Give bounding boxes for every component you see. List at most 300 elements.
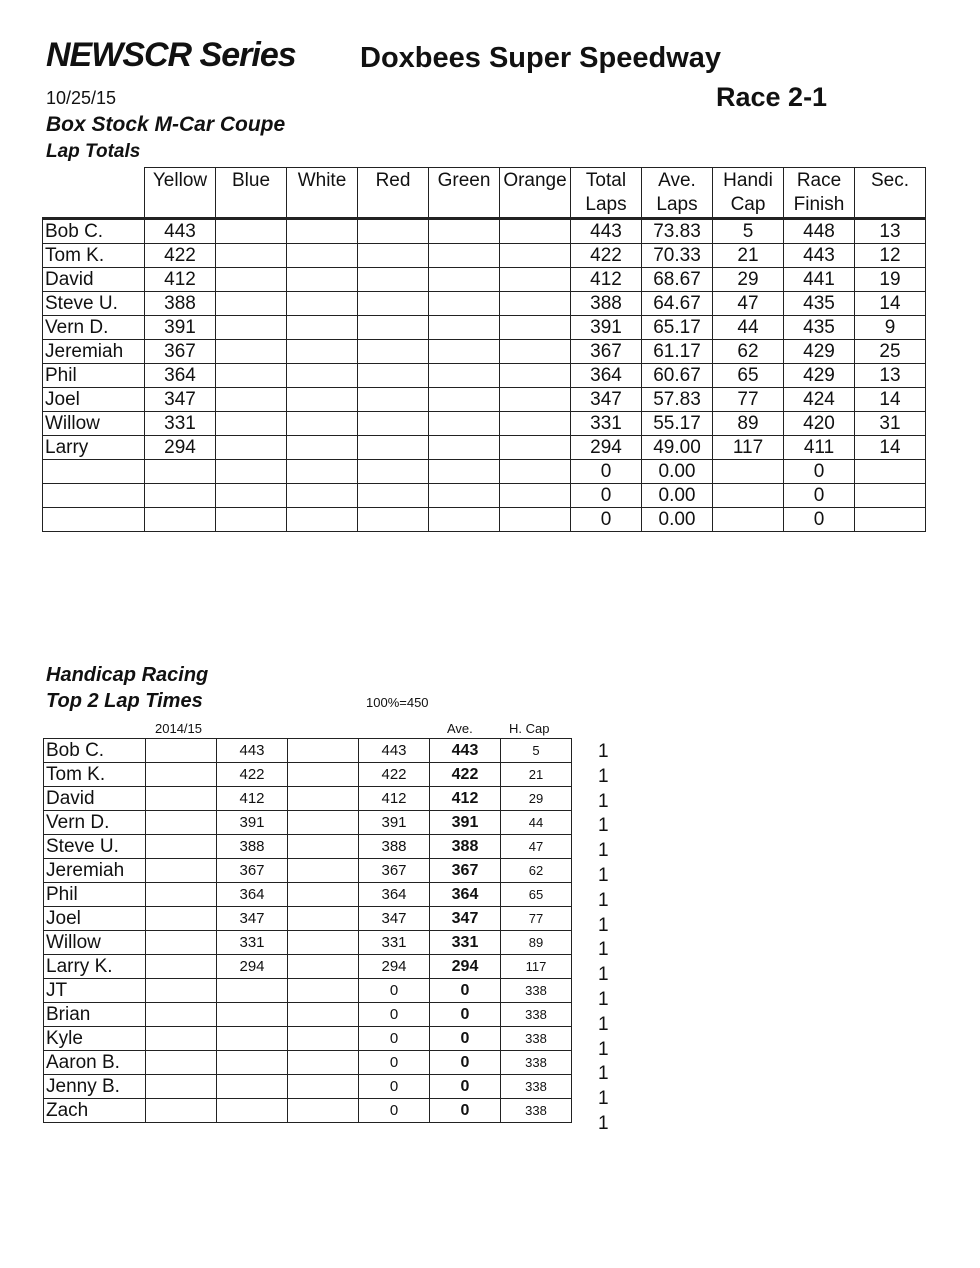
col-white: White <box>287 168 358 219</box>
cell-blue <box>216 219 287 244</box>
col-race-finish: Race Finish <box>784 168 855 219</box>
cell-total-laps: 0 <box>571 484 642 508</box>
cell-white <box>287 244 358 268</box>
cell-blue <box>216 316 287 340</box>
cell-value: 294 <box>217 955 288 979</box>
cell-hcap: 77 <box>501 907 572 931</box>
cell-orange <box>500 244 571 268</box>
cell-orange <box>500 219 571 244</box>
cell-total-laps: 443 <box>571 219 642 244</box>
cell-race-finish: 420 <box>784 412 855 436</box>
cell-blue <box>216 436 287 460</box>
table-row <box>43 292 926 316</box>
cell-value2: 347 <box>359 907 430 931</box>
cell-blank <box>288 883 359 907</box>
cell-value: 367 <box>217 859 288 883</box>
cell-yellow: 443 <box>145 219 216 244</box>
cell-ave: 347 <box>430 907 501 931</box>
cell-hcap: 47 <box>501 835 572 859</box>
cell-name: Larry K. <box>44 955 146 979</box>
cell-blank <box>288 859 359 883</box>
cell-year <box>146 955 217 979</box>
table-row <box>44 883 572 907</box>
cell-handicap <box>713 484 784 508</box>
mark-value: 1 <box>598 1063 609 1085</box>
cell-name: Jeremiah <box>44 859 146 883</box>
cell-white <box>287 460 358 484</box>
cell-name: Bob C. <box>44 739 146 763</box>
table-row <box>43 388 926 412</box>
cell-value2: 0 <box>359 1027 430 1051</box>
cell-sec <box>855 460 926 484</box>
cell-blue <box>216 340 287 364</box>
cell-sec <box>855 484 926 508</box>
table-row <box>43 484 926 508</box>
cell-race-finish: 443 <box>784 244 855 268</box>
cell-handicap: 117 <box>713 436 784 460</box>
cell-name: Phil <box>43 364 145 388</box>
cell-total-laps: 347 <box>571 388 642 412</box>
cell-handicap: 89 <box>713 412 784 436</box>
cell-red <box>358 316 429 340</box>
table-row <box>44 1003 572 1027</box>
cell-white <box>287 436 358 460</box>
cell-yellow <box>145 508 216 532</box>
cell-year <box>146 1051 217 1075</box>
cell-blank <box>288 1027 359 1051</box>
cell-blue <box>216 244 287 268</box>
cell-red <box>358 508 429 532</box>
cell-orange <box>500 460 571 484</box>
cell-ave-laps: 61.17 <box>642 340 713 364</box>
cell-ave: 422 <box>430 763 501 787</box>
track-name: Doxbees Super Speedway <box>360 42 722 74</box>
cell-ave: 294 <box>430 955 501 979</box>
cell-race-finish: 0 <box>784 508 855 532</box>
cell-orange <box>500 268 571 292</box>
cell-green <box>429 508 500 532</box>
cell-blank <box>288 931 359 955</box>
cell-ave: 412 <box>430 787 501 811</box>
cell-name: Larry <box>43 436 145 460</box>
cell-yellow: 347 <box>145 388 216 412</box>
table-row <box>44 931 572 955</box>
cell-ave: 391 <box>430 811 501 835</box>
cell-ave-laps: 70.33 <box>642 244 713 268</box>
percent-note: 100%=450 <box>366 695 429 710</box>
cell-name: Phil <box>44 883 146 907</box>
cell-handicap: 5 <box>713 219 784 244</box>
table-row <box>44 979 572 1003</box>
col-handicap: Handi Cap <box>713 168 784 219</box>
cell-sec: 14 <box>855 436 926 460</box>
table-row <box>44 955 572 979</box>
cell-year <box>146 883 217 907</box>
cell-sec: 12 <box>855 244 926 268</box>
cell-green <box>429 388 500 412</box>
cell-value2: 367 <box>359 859 430 883</box>
mark-value: 1 <box>598 889 609 911</box>
cell-handicap: 77 <box>713 388 784 412</box>
cell-name: Bob C. <box>43 219 145 244</box>
cell-blue <box>216 364 287 388</box>
cell-year <box>146 931 217 955</box>
cell-value2: 412 <box>359 787 430 811</box>
cell-value2: 0 <box>359 1003 430 1027</box>
cell-white <box>287 219 358 244</box>
cell-blue <box>216 412 287 436</box>
cell-green <box>429 244 500 268</box>
table-row <box>43 460 926 484</box>
cell-name: Joel <box>43 388 145 412</box>
cell-value <box>217 1003 288 1027</box>
cell-handicap: 65 <box>713 364 784 388</box>
table-row <box>44 835 572 859</box>
table-row <box>43 244 926 268</box>
handicap-table <box>43 738 572 1123</box>
cell-white <box>287 484 358 508</box>
cell-year <box>146 1003 217 1027</box>
cell-ave: 367 <box>430 859 501 883</box>
cell-ave-laps: 73.83 <box>642 219 713 244</box>
cell-red <box>358 412 429 436</box>
cell-sec: 14 <box>855 292 926 316</box>
cell-year <box>146 979 217 1003</box>
cell-total-laps: 388 <box>571 292 642 316</box>
ave-label: Ave. <box>447 721 473 736</box>
mark-value: 1 <box>598 1088 609 1110</box>
cell-hcap: 338 <box>501 1099 572 1123</box>
cell-ave-laps: 64.67 <box>642 292 713 316</box>
cell-year <box>146 907 217 931</box>
cell-race-finish: 429 <box>784 340 855 364</box>
cell-blank <box>288 907 359 931</box>
cell-orange <box>500 436 571 460</box>
cell-blue <box>216 268 287 292</box>
cell-race-finish: 435 <box>784 292 855 316</box>
cell-ave: 443 <box>430 739 501 763</box>
cell-value2: 422 <box>359 763 430 787</box>
cell-name: Jeremiah <box>43 340 145 364</box>
col-total-laps: Total Laps <box>571 168 642 219</box>
cell-name: Kyle <box>44 1027 146 1051</box>
cell-year <box>146 739 217 763</box>
mark-value: 1 <box>598 815 609 837</box>
cell-ave: 0 <box>430 1027 501 1051</box>
cell-red <box>358 460 429 484</box>
cell-total-laps: 422 <box>571 244 642 268</box>
cell-blue <box>216 388 287 412</box>
cell-value2: 364 <box>359 883 430 907</box>
cell-ave: 0 <box>430 1003 501 1027</box>
cell-name <box>43 508 145 532</box>
cell-name: Zach <box>44 1099 146 1123</box>
table-row <box>44 787 572 811</box>
cell-hcap: 338 <box>501 1051 572 1075</box>
mark-value: 1 <box>598 1013 609 1035</box>
cell-hcap: 338 <box>501 1075 572 1099</box>
cell-orange <box>500 484 571 508</box>
col-yellow: Yellow <box>145 168 216 219</box>
cell-sec: 31 <box>855 412 926 436</box>
cell-value: 412 <box>217 787 288 811</box>
cell-ave-laps: 68.67 <box>642 268 713 292</box>
cell-ave: 0 <box>430 979 501 1003</box>
cell-name <box>43 460 145 484</box>
cell-hcap: 5 <box>501 739 572 763</box>
cell-yellow: 294 <box>145 436 216 460</box>
table-row <box>43 340 926 364</box>
cell-ave-laps: 0.00 <box>642 460 713 484</box>
handicap-marks <box>598 740 609 1137</box>
cell-year <box>146 835 217 859</box>
cell-blue <box>216 508 287 532</box>
cell-green <box>429 292 500 316</box>
cell-blank <box>288 787 359 811</box>
cell-name: Jenny B. <box>44 1075 146 1099</box>
col-red: Red <box>358 168 429 219</box>
cell-sec: 25 <box>855 340 926 364</box>
cell-blank <box>288 1099 359 1123</box>
cell-name: Steve U. <box>43 292 145 316</box>
cell-total-laps: 0 <box>571 508 642 532</box>
cell-red <box>358 340 429 364</box>
cell-red <box>358 388 429 412</box>
cell-green <box>429 412 500 436</box>
cell-white <box>287 412 358 436</box>
cell-value: 364 <box>217 883 288 907</box>
cell-ave: 331 <box>430 931 501 955</box>
cell-name: Willow <box>44 931 146 955</box>
lap-totals-header <box>43 168 926 219</box>
cell-name: Willow <box>43 412 145 436</box>
cell-green <box>429 460 500 484</box>
table-row <box>44 739 572 763</box>
race-date: 10/25/15 <box>46 88 117 108</box>
cell-name: Tom K. <box>44 763 146 787</box>
cell-total-laps: 331 <box>571 412 642 436</box>
cell-red <box>358 244 429 268</box>
race-number: Race 2-1 <box>716 82 828 112</box>
cell-ave-laps: 49.00 <box>642 436 713 460</box>
cell-total-laps: 294 <box>571 436 642 460</box>
cell-hcap: 62 <box>501 859 572 883</box>
cell-yellow: 412 <box>145 268 216 292</box>
cell-white <box>287 508 358 532</box>
cell-white <box>287 388 358 412</box>
cell-white <box>287 316 358 340</box>
cell-value: 443 <box>217 739 288 763</box>
cell-value: 391 <box>217 811 288 835</box>
cell-hcap: 338 <box>501 979 572 1003</box>
cell-value: 331 <box>217 931 288 955</box>
cell-orange <box>500 412 571 436</box>
cell-value: 388 <box>217 835 288 859</box>
cell-white <box>287 292 358 316</box>
cell-value2: 331 <box>359 931 430 955</box>
cell-green <box>429 219 500 244</box>
cell-orange <box>500 292 571 316</box>
cell-total-laps: 0 <box>571 460 642 484</box>
cell-hcap: 29 <box>501 787 572 811</box>
table-row <box>43 219 926 244</box>
cell-red <box>358 484 429 508</box>
cell-year <box>146 811 217 835</box>
table-row <box>43 316 926 340</box>
cell-race-finish: 0 <box>784 484 855 508</box>
cell-orange <box>500 388 571 412</box>
cell-name: David <box>44 787 146 811</box>
cell-value2: 294 <box>359 955 430 979</box>
cell-blank <box>288 835 359 859</box>
cell-white <box>287 268 358 292</box>
cell-ave-laps: 0.00 <box>642 508 713 532</box>
cell-race-finish: 0 <box>784 460 855 484</box>
cell-value <box>217 1099 288 1123</box>
cell-handicap: 62 <box>713 340 784 364</box>
cell-orange <box>500 508 571 532</box>
table-row <box>44 1051 572 1075</box>
cell-total-laps: 367 <box>571 340 642 364</box>
mark-value: 1 <box>598 914 609 936</box>
cell-ave: 0 <box>430 1051 501 1075</box>
handicap-subtitle: Top 2 Lap Times <box>46 690 203 712</box>
cell-orange <box>500 340 571 364</box>
cell-ave: 388 <box>430 835 501 859</box>
cell-red <box>358 364 429 388</box>
mark-value: 1 <box>598 765 609 787</box>
cell-value: 422 <box>217 763 288 787</box>
cell-white <box>287 340 358 364</box>
cell-year <box>146 1075 217 1099</box>
cell-value2: 0 <box>359 1075 430 1099</box>
mark-value: 1 <box>598 1038 609 1060</box>
cell-blank <box>288 979 359 1003</box>
handicap-title: Handicap Racing <box>46 664 209 686</box>
lap-totals-table <box>42 167 926 532</box>
cell-race-finish: 435 <box>784 316 855 340</box>
cell-value <box>217 979 288 1003</box>
cell-red <box>358 292 429 316</box>
cell-value2: 391 <box>359 811 430 835</box>
cell-handicap: 29 <box>713 268 784 292</box>
series-title: NEWSCR Series <box>46 36 296 74</box>
cell-handicap: 47 <box>713 292 784 316</box>
cell-year <box>146 859 217 883</box>
cell-green <box>429 316 500 340</box>
cell-ave-laps: 60.67 <box>642 364 713 388</box>
table-row <box>43 508 926 532</box>
cell-value2: 388 <box>359 835 430 859</box>
cell-blank <box>288 739 359 763</box>
cell-green <box>429 484 500 508</box>
col-orange: Orange <box>500 168 571 219</box>
cell-race-finish: 429 <box>784 364 855 388</box>
cell-handicap: 21 <box>713 244 784 268</box>
cell-ave-laps: 0.00 <box>642 484 713 508</box>
mark-value: 1 <box>598 790 609 812</box>
header-blank <box>43 168 145 219</box>
cell-blank <box>288 955 359 979</box>
cell-value2: 0 <box>359 1051 430 1075</box>
cell-value <box>217 1075 288 1099</box>
cell-blank <box>288 1051 359 1075</box>
table-row <box>43 364 926 388</box>
table-row <box>43 412 926 436</box>
cell-white <box>287 364 358 388</box>
table-row <box>44 1099 572 1123</box>
cell-ave-laps: 55.17 <box>642 412 713 436</box>
table-row <box>43 268 926 292</box>
cell-orange <box>500 364 571 388</box>
cell-year <box>146 1099 217 1123</box>
table-row <box>44 1027 572 1051</box>
mark-value: 1 <box>598 741 609 762</box>
cell-red <box>358 219 429 244</box>
cell-sec: 14 <box>855 388 926 412</box>
cell-value: 347 <box>217 907 288 931</box>
cell-green <box>429 340 500 364</box>
cell-handicap <box>713 460 784 484</box>
cell-total-laps: 364 <box>571 364 642 388</box>
cell-year <box>146 763 217 787</box>
mark-value: 1 <box>598 864 609 886</box>
cell-blue <box>216 292 287 316</box>
section-lap-totals: Lap Totals <box>46 141 141 162</box>
cell-blue <box>216 484 287 508</box>
col-blue: Blue <box>216 168 287 219</box>
mark-value: 1 <box>598 939 609 961</box>
cell-sec <box>855 508 926 532</box>
cell-hcap: 44 <box>501 811 572 835</box>
cell-year <box>146 787 217 811</box>
cell-hcap: 89 <box>501 931 572 955</box>
cell-handicap <box>713 508 784 532</box>
cell-value2: 0 <box>359 979 430 1003</box>
cell-value <box>217 1051 288 1075</box>
table-row <box>43 436 926 460</box>
table-row <box>44 811 572 835</box>
cell-yellow: 331 <box>145 412 216 436</box>
cell-name: JT <box>44 979 146 1003</box>
cell-hcap: 338 <box>501 1003 572 1027</box>
cell-sec: 9 <box>855 316 926 340</box>
cell-yellow <box>145 460 216 484</box>
cell-value <box>217 1027 288 1051</box>
cell-race-finish: 441 <box>784 268 855 292</box>
class-name: Box Stock M-Car Coupe <box>46 113 286 136</box>
cell-red <box>358 268 429 292</box>
cell-blank <box>288 763 359 787</box>
cell-sec: 13 <box>855 364 926 388</box>
hcap-label: H. Cap <box>509 721 550 736</box>
year-label: 2014/15 <box>155 721 202 736</box>
table-row <box>44 859 572 883</box>
cell-blank <box>288 1003 359 1027</box>
cell-blank <box>288 1075 359 1099</box>
cell-sec: 19 <box>855 268 926 292</box>
cell-name: Tom K. <box>43 244 145 268</box>
col-ave-laps: Ave. Laps <box>642 168 713 219</box>
cell-blank <box>288 811 359 835</box>
cell-name: Aaron B. <box>44 1051 146 1075</box>
cell-name: Joel <box>44 907 146 931</box>
cell-hcap: 65 <box>501 883 572 907</box>
cell-blue <box>216 460 287 484</box>
cell-hcap: 117 <box>501 955 572 979</box>
cell-red <box>358 436 429 460</box>
cell-green <box>429 364 500 388</box>
